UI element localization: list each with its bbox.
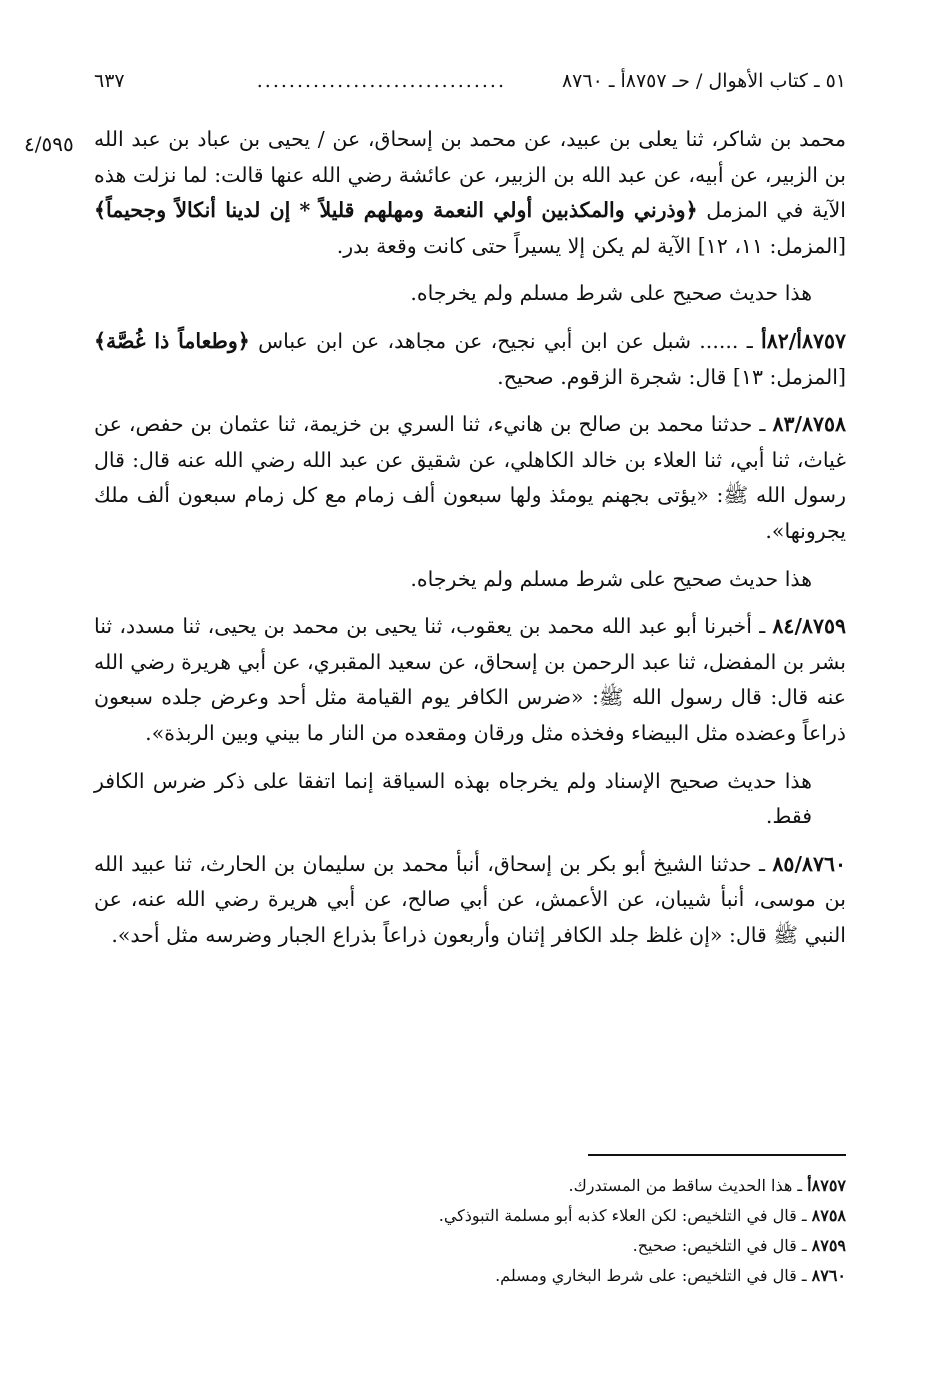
footnote xyxy=(94,1262,846,1290)
comment-text: هذا حديث صحيح على شرط مسلم ولم يخرجاه. xyxy=(410,566,812,591)
footnote xyxy=(94,1202,846,1230)
hadith-paragraph xyxy=(94,609,846,751)
quran-quote: ﴿وذرني والمكذبين أولي النعمة ومهلهم قليلاً * إن لدينا أنكالاً وجحيماً﴾ xyxy=(94,198,698,223)
grading-comment xyxy=(94,562,846,598)
footnote-number: ٨٧٥٩ xyxy=(811,1236,846,1255)
comment-text: هذا حديث صحيح على شرط مسلم ولم يخرجاه. xyxy=(410,281,812,306)
footnote xyxy=(94,1232,846,1260)
hadith-paragraph xyxy=(94,407,846,549)
hadith-text: محمد بن شاكر، ثنا يعلى بن عبيد، عن محمد بن إسحاق، عن / يحيى بن عباد بن عبد الله بن الزبير، عن أبيه، عن عبد الله بن الزبير، عن عائشة رضي الله عنها قالت: لما نزلت هذه الآية في المزمل xyxy=(94,127,846,223)
hadith-text: ـ حدثنا محمد بن صالح بن هانيء، ثنا السري بن خزيمة، ثنا عثمان بن حفص، عن غياث، ثنا أبي، ثنا العلاء بن خالد الكاهلي، عن شقيق عن عبد الله رضي الله عنه قال: قال رسول الله ﷺ: «يؤتى بجهنم يومئذ ولها سبعون ألف زمام مع كل زمام سبعون ألف ملك يجرونها». xyxy=(94,412,846,543)
header-title: ٥١ ـ كتاب الأهوال / حـ ٨٧٥٧أ ـ ٨٧٦٠ xyxy=(561,70,846,92)
footnote-number: ٨٧٥٨ xyxy=(811,1206,846,1225)
hadith-text: ـ ...... شبل عن ابن أبي نجيح، عن مجاهد، عن ابن عباس xyxy=(258,328,753,353)
hadith-text: ـ أخبرنا أبو عبد الله محمد بن يعقوب، ثنا يحيى بن محمد بن يحيى، ثنا مسدد، ثنا بشر بن المفضل، ثنا عبد الرحمن بن إسحاق، عن سعيد المقبري، عن أبي هريرة رضي الله عنه قال: قال رسول الله ﷺ: «ضرس الكافر يوم القيامة مثل أحد وعرض جلده سبعون ذراعاً وعضده مثل البيضاء وفخذه مثل ورقان ومقعده من النار ما بيني وبين الربذة». xyxy=(94,614,846,745)
hadith-paragraph xyxy=(94,324,846,395)
footnote xyxy=(94,1172,846,1200)
main-text xyxy=(94,122,846,965)
comment-text: هذا حديث صحيح الإسناد ولم يخرجاه بهذه السياقة إنما اتفقا على ذكر ضرس الكافر فقط. xyxy=(94,768,812,829)
grading-comment xyxy=(94,276,846,312)
header-leader-dots: ............................... xyxy=(256,70,506,92)
running-header xyxy=(94,64,846,98)
hadith-paragraph xyxy=(94,847,846,954)
footnote-number: ٨٧٥٧أ xyxy=(807,1176,846,1195)
footnote-text: ـ قال في التلخيص: صحيح. xyxy=(632,1236,807,1255)
hadith-number: ٨٧٥٧أ/٨٢أ xyxy=(761,328,846,353)
quran-quote: ﴿وطعاماً ذا غُصَّة﴾ xyxy=(94,328,250,353)
hadith-paragraph xyxy=(94,122,846,264)
footnote-separator xyxy=(588,1154,846,1156)
hadith-text-tail: [المزمل: ١٣] قال: شجرة الزقوم. صحيح. xyxy=(497,364,846,389)
hadith-text-tail: [المزمل: ١١، ١٢] الآية لم يكن إلا يسيراً حتى كانت وقعة بدر. xyxy=(336,233,846,258)
footnotes xyxy=(94,1172,846,1292)
page-number: ٦٣٧ xyxy=(94,70,125,92)
footnote-number: ٨٧٦٠ xyxy=(811,1266,846,1285)
margin-reference: ٤/٥٩٥ xyxy=(24,132,74,156)
hadith-number: ٨٥/٨٧٦٠ xyxy=(772,851,846,876)
footnote-text: ـ هذا الحديث ساقط من المستدرك. xyxy=(568,1176,803,1195)
footnote-text: ـ قال في التلخيص: لكن العلاء كذبه أبو مسلمة التبوذكي. xyxy=(438,1206,807,1225)
hadith-text: ـ حدثنا الشيخ أبو بكر بن إسحاق، أنبأ محمد بن سليمان بن الحارث، ثنا عبيد الله بن موسى، أنبأ شيبان، عن الأعمش، عن أبي صالح، عن أبي هريرة رضي الله عنه، عن النبي ﷺ قال: «إن غلظ جلد الكافر إثنان وأربعون ذراعاً بذراع الجبار وضرسه مثل أحد». xyxy=(94,851,846,947)
hadith-number: ٨٤/٨٧٥٩ xyxy=(772,614,846,639)
footnote-text: ـ قال في التلخيص: على شرط البخاري ومسلم. xyxy=(495,1266,807,1285)
hadith-number: ٨٣/٨٧٥٨ xyxy=(772,412,846,437)
grading-comment xyxy=(94,764,846,835)
